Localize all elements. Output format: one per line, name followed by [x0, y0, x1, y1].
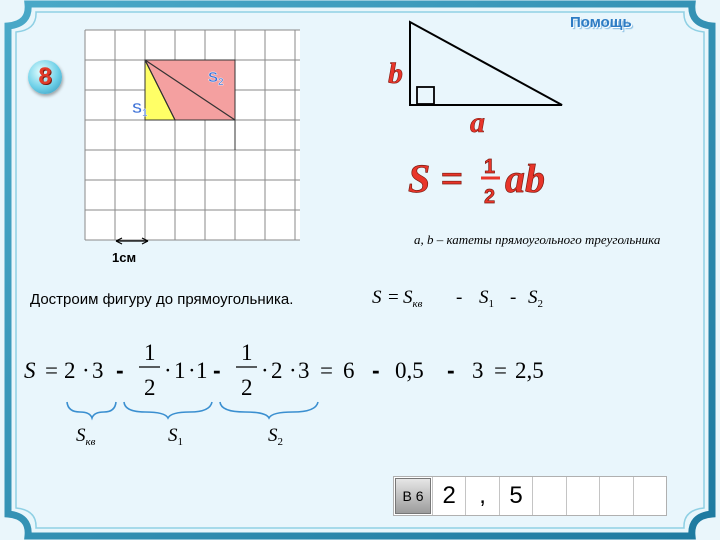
f2-eq2: = [320, 358, 333, 383]
brace-skv [67, 402, 116, 418]
answer-cell[interactable] [599, 477, 632, 515]
legs-note: a, b – катеты прямоугольного треугольника [414, 232, 661, 247]
leg-a-label: a [470, 106, 485, 139]
right-angle-mark [417, 87, 434, 104]
f2-dot1: · [82, 358, 90, 383]
f2-S: S [24, 358, 36, 383]
f1-s2: $S_2$ [528, 287, 543, 310]
f2-minus3: - [372, 357, 380, 383]
brace-s1 [124, 402, 212, 418]
f2-eq1: = [45, 358, 58, 383]
answer-cell[interactable]: 5 [499, 477, 532, 515]
under-label-skv: $S_{кв}$ [76, 425, 96, 448]
brace-s2 [220, 402, 318, 418]
instruction-text: Достроим фигуру до прямоугольника. [30, 291, 294, 308]
f2-minus1: - [116, 357, 124, 383]
f2-half: 0,5 [395, 358, 424, 383]
f2-dot5: · [289, 358, 297, 383]
help-link[interactable]: Помощь [570, 14, 632, 31]
f2-dot2: · [164, 358, 172, 383]
f2-six: 6 [343, 358, 355, 383]
f2-two-b: 2 [271, 358, 283, 383]
f2-three-c: 3 [472, 358, 484, 383]
f2-eq3: = [494, 358, 507, 383]
s2-label: $S_2$ [208, 69, 224, 88]
frac-denominator: 2 [484, 186, 496, 208]
area-formula [408, 156, 545, 208]
under-braces [67, 402, 318, 418]
answer-cell[interactable]: 2 [432, 477, 465, 515]
formula-rhs: ab [505, 156, 545, 201]
f2-dot4: · [261, 358, 269, 383]
s1-label: $S_1$ [132, 100, 148, 119]
answer-box [393, 476, 667, 516]
f2-three-b: 3 [298, 358, 310, 383]
f2-one-b: 1 [196, 358, 208, 383]
under-label-s2: $S_2$ [268, 425, 283, 448]
answer-cell[interactable]: , [465, 477, 498, 515]
answer-cell[interactable] [633, 477, 666, 515]
f2-two: 2 [64, 358, 76, 383]
f1-minus1: - [456, 287, 463, 308]
f1-minus2: - [510, 287, 517, 308]
f2-den1: 2 [144, 375, 156, 400]
f1-eq: = [388, 287, 399, 308]
f2-one-a: 1 [174, 358, 186, 383]
frac-numerator: 1 [484, 156, 496, 178]
f2-minus4: - [447, 357, 455, 383]
f2-result: 2,5 [515, 358, 544, 383]
answer-cell[interactable] [532, 477, 565, 515]
f2-num1: 1 [144, 340, 156, 365]
f2-three: 3 [92, 358, 104, 383]
leg-b-label: b [388, 57, 403, 90]
f2-dot3: · [188, 358, 196, 383]
right-triangle [410, 22, 562, 105]
formula-rectangle-decomposition [372, 287, 543, 310]
f1-skv: $S_{кв}$ [403, 287, 423, 310]
formula-computation [24, 340, 544, 400]
task-number: 8 [38, 63, 52, 90]
f2-den2: 2 [241, 375, 253, 400]
f1-lhs: S [372, 287, 382, 308]
f2-num2: 1 [241, 340, 253, 365]
answer-label: В 6 [395, 478, 431, 514]
f2-minus2: - [213, 357, 221, 383]
f1-s1: $S_1$ [479, 287, 494, 310]
formula-lhs: S = [408, 156, 464, 201]
under-label-s1: $S_1$ [168, 425, 183, 448]
unit-label: 1см [112, 250, 137, 265]
answer-cell[interactable] [566, 477, 599, 515]
